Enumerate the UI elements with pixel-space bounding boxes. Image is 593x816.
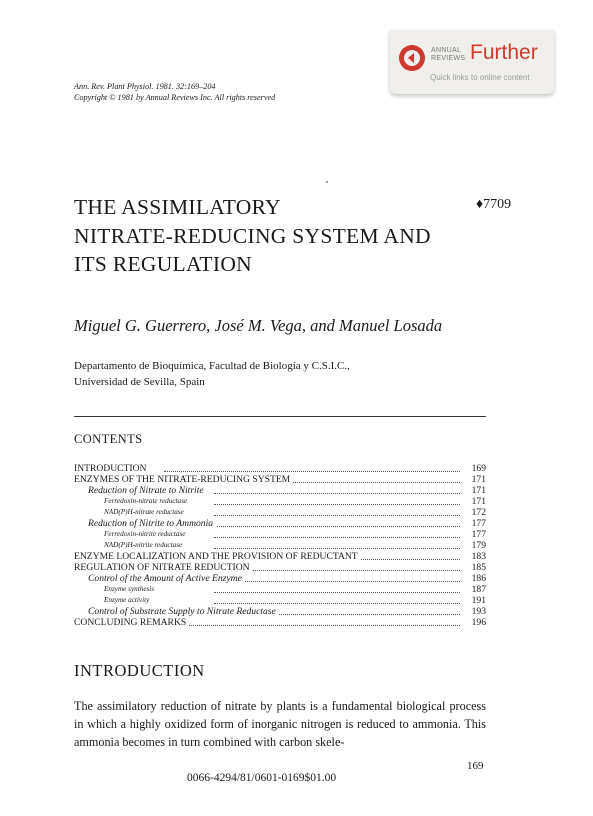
annual-reviews-logo-icon: [398, 44, 426, 72]
toc-entry[interactable]: [74, 540, 486, 551]
toc-entry[interactable]: [74, 529, 486, 540]
affiliation-line: Universidad de Sevilla, Spain: [74, 375, 205, 388]
toc-entry-title: Enzyme synthesis: [104, 584, 157, 595]
scan-speck: [326, 181, 328, 183]
toc-entry-title: REGULATION OF NITRATE REDUCTION: [74, 562, 253, 573]
toc-entry[interactable]: [74, 562, 486, 573]
affiliation: [74, 359, 494, 390]
toc-entry[interactable]: [74, 573, 486, 584]
toc-leader-dots: [214, 592, 460, 593]
banner-subtitle[interactable]: Quick links to online content: [430, 73, 530, 82]
title-line: NITRATE-REDUCING SYSTEM AND: [74, 223, 431, 248]
toc-entry[interactable]: [74, 463, 486, 474]
toc-entry-title: NAD(P)H-nitrite reductase: [104, 540, 185, 551]
toc-entry-page: 171: [462, 485, 486, 496]
toc-leader-dots: [214, 504, 460, 505]
banner-brand: ANNUAL REVIEWS: [431, 47, 466, 62]
toc-entry-title: CONCLUDING REMARKS: [74, 617, 189, 628]
toc-entry-page: 186: [462, 573, 486, 584]
toc-entry-page: 183: [462, 551, 486, 562]
body-text: [74, 697, 486, 751]
toc-entry[interactable]: [74, 584, 486, 595]
copyright-line: Copyright © 1981 by Annual Reviews Inc. All rights reserved: [74, 93, 276, 102]
toc-entry[interactable]: [74, 474, 486, 485]
toc-leader-dots: [164, 471, 460, 472]
toc-entry-title: Enzyme activity: [104, 595, 152, 606]
toc-entry[interactable]: [74, 606, 486, 617]
toc-entry[interactable]: [74, 518, 486, 529]
banner-title[interactable]: Further: [470, 41, 538, 64]
section-heading: INTRODUCTION: [74, 661, 205, 680]
toc-entry-page: 171: [462, 496, 486, 507]
article-code: ♦7709: [476, 197, 512, 212]
toc-entry[interactable]: [74, 496, 486, 507]
affiliation-line: Departamento de Bioquímica, Facultad de Biología y C.S.I.C.,: [74, 360, 350, 372]
toc-leader-dots: [214, 548, 460, 549]
toc-leader-dots: [214, 581, 460, 582]
toc-entry-page: 171: [462, 474, 486, 485]
journal-line: Ann. Rev. Plant Physiol. 1981. 32:169–204: [74, 82, 216, 91]
toc-entry-title: Control of the Amount of Active Enzyme: [88, 573, 245, 584]
toc-entry-title: INTRODUCTION: [74, 463, 149, 474]
toc-leader-dots: [214, 493, 460, 494]
toc-leader-dots: [164, 625, 460, 626]
toc-leader-dots: [214, 603, 460, 604]
toc-entry-page: 187: [462, 584, 486, 595]
toc-entry-page: 179: [462, 540, 486, 551]
table-of-contents: [74, 463, 486, 628]
annual-reviews-further-banner[interactable]: [390, 30, 554, 94]
title-line: THE ASSIMILATORY: [74, 195, 281, 219]
toc-entry-title: Reduction of Nitrite to Ammonia: [88, 518, 216, 529]
toc-entry-page: 172: [462, 507, 486, 518]
toc-entry-page: 177: [462, 518, 486, 529]
toc-leader-dots: [214, 537, 460, 538]
toc-entry[interactable]: [74, 485, 486, 496]
toc-entry-title: NAD(P)H-nitrate reductase: [104, 507, 187, 518]
toc-entry-title: Reduction of Nitrate to Nitrite: [88, 485, 207, 496]
toc-entry[interactable]: [74, 595, 486, 606]
toc-entry-title: Ferredoxin-nitrate reductase: [104, 496, 190, 507]
title-line: ITS REGULATION: [74, 252, 252, 276]
contents-heading: CONTENTS: [74, 432, 143, 446]
toc-leader-dots: [214, 526, 460, 527]
toc-entry[interactable]: [74, 617, 486, 628]
toc-entry-title: Control of Substrate Supply to Nitrate Reductase: [88, 606, 279, 617]
toc-leader-dots: [214, 515, 460, 516]
toc-entry[interactable]: [74, 507, 486, 518]
toc-entry-page: 196: [462, 617, 486, 628]
page-number: 169: [467, 760, 484, 772]
toc-entry-page: 177: [462, 529, 486, 540]
author-list: Miguel G. Guerrero, José M. Vega, and Manuel Losada: [74, 316, 443, 335]
footer-code: 0066-4294/81/0601-0169$01.00: [187, 772, 337, 784]
article-title: [74, 193, 474, 279]
divider: [74, 416, 486, 417]
toc-entry-page: 169: [462, 463, 486, 474]
toc-entry[interactable]: [74, 551, 486, 562]
toc-entry-page: 185: [462, 562, 486, 573]
paragraph: The assimilatory reduction of nitrate by plants is a fundamental biological process in which a highly oxidized form of inorganic nitrogen is reduced to ammonia. This ammonia becomes in turn combined with carbon skele-: [74, 699, 486, 749]
toc-entry-page: 191: [462, 595, 486, 606]
journal-citation: [74, 81, 374, 103]
toc-entry-title: ENZYMES OF THE NITRATE-REDUCING SYSTEM: [74, 474, 293, 485]
toc-entry-title: Ferredoxin-nitrite reductase: [104, 529, 189, 540]
toc-entry-title: ENZYME LOCALIZATION AND THE PROVISION OF REDUCTANT: [74, 551, 361, 562]
toc-entry-page: 193: [462, 606, 486, 617]
